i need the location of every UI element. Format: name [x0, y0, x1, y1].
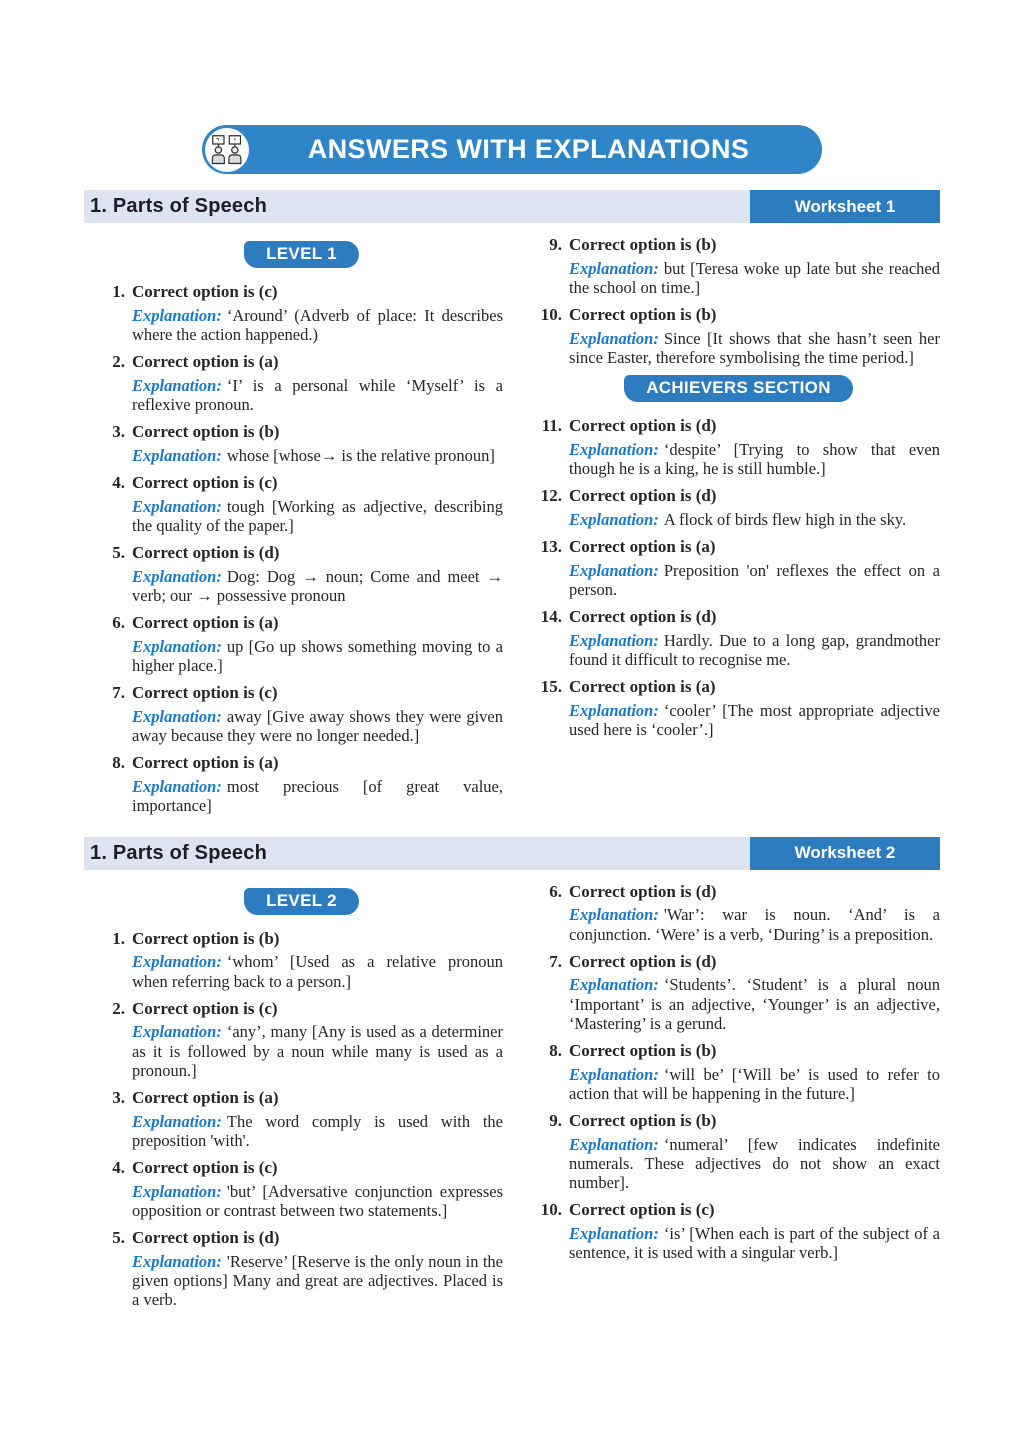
explanation-paragraph	[132, 567, 503, 605]
item-body	[569, 882, 940, 944]
item-body	[569, 486, 940, 529]
explanation-label: Explanation:	[569, 630, 659, 650]
explanation-label: Explanation:	[132, 305, 222, 325]
answers-header-title: ANSWERS WITH EXPLANATIONS	[307, 134, 750, 164]
answer-item	[537, 882, 940, 944]
answer-item	[537, 537, 940, 599]
explanation-paragraph	[569, 259, 940, 297]
item-number: 4.	[112, 1157, 125, 1177]
answer-item	[100, 1158, 503, 1220]
item-body	[132, 683, 503, 745]
item-number: 5.	[112, 542, 125, 562]
item-body	[569, 416, 940, 478]
explanation-text: ‘I’ is a personal while ‘Myself’ is a reflexive pronoun.	[132, 375, 503, 414]
answer-item	[100, 352, 503, 414]
correct-option-line: Correct option is (a)	[132, 752, 279, 772]
explanation-text: ‘Around’ (Adverb of place: It describes where the action happened.)	[132, 305, 503, 344]
explanation-paragraph	[569, 975, 940, 1032]
item-number: 3.	[112, 1087, 125, 1107]
correct-option-line: Correct option is (b)	[132, 421, 280, 441]
students-reading-icon	[205, 128, 249, 172]
explanation-paragraph	[569, 1135, 940, 1192]
explanation-paragraph	[569, 1065, 940, 1103]
correct-option-line: Correct option is (c)	[132, 472, 278, 492]
item-body	[132, 282, 503, 344]
explanation-label: Explanation:	[132, 636, 222, 656]
answer-item	[100, 929, 503, 991]
explanation-label: Explanation:	[569, 1134, 659, 1154]
explanation-text: 'Reserve’ [Reserve is the only noun in the given options] Many and great are adjectives. Placed is a verb.	[132, 1251, 503, 1309]
explanation-text: The word comply is used with the preposition 'with'.	[132, 1111, 503, 1150]
explanation-paragraph	[132, 446, 503, 465]
item-body	[132, 929, 503, 991]
item-number: 13.	[540, 536, 562, 556]
answer-item	[537, 486, 940, 529]
item-number: 15.	[540, 676, 562, 696]
correct-option-line: Correct option is (d)	[569, 881, 717, 901]
explanation-paragraph	[132, 1022, 503, 1079]
section-title: 1. Parts of Speech	[90, 841, 267, 864]
answer-item	[537, 607, 940, 669]
explanation-label: Explanation:	[569, 509, 659, 529]
explanation-paragraph	[569, 631, 940, 669]
right-column	[537, 882, 940, 1317]
explanation-label: Explanation:	[132, 445, 222, 465]
explanation-text: away [Give away shows they were given away because they were no longer needed.]	[132, 706, 503, 745]
level-badge: LEVEL 1	[244, 241, 359, 268]
item-number: 12.	[540, 485, 562, 505]
item-number: 10.	[540, 1199, 562, 1219]
correct-option-line: Correct option is (c)	[132, 282, 278, 301]
explanation-paragraph	[132, 376, 503, 414]
explanation-text: Dog: Dog → noun; Come and meet → verb; our → possessive pronoun	[132, 566, 503, 605]
explanation-label: Explanation:	[132, 706, 222, 726]
item-number: 1.	[112, 282, 125, 301]
answer-item	[100, 753, 503, 815]
item-number: 1.	[112, 928, 125, 948]
item-body	[132, 753, 503, 815]
correct-option-line: Correct option is (a)	[132, 1087, 279, 1107]
correct-option-line: Correct option is (a)	[132, 612, 279, 632]
item-body	[132, 613, 503, 675]
item-number: 9.	[549, 235, 562, 254]
correct-option-line: Correct option is (d)	[132, 1227, 280, 1247]
item-number: 11.	[541, 415, 562, 435]
level-badge: LEVEL 2	[244, 888, 359, 915]
explanation-label: Explanation:	[132, 496, 222, 516]
explanation-label: Explanation:	[569, 1223, 659, 1243]
explanation-label: Explanation:	[132, 1111, 222, 1131]
correct-option-line: Correct option is (d)	[132, 542, 280, 562]
explanation-text: tough [Working as adjective, describing the quality of the paper.]	[132, 496, 503, 535]
answer-item	[100, 999, 503, 1080]
explanation-text: ‘numeral’ [few indicates indefinite numerals. These adjectives do not show an exact number].	[569, 1134, 940, 1192]
item-number: 4.	[112, 472, 125, 492]
explanation-paragraph	[132, 1112, 503, 1150]
explanation-label: Explanation:	[132, 952, 222, 972]
badge-row	[537, 375, 940, 402]
answer-item	[537, 1041, 940, 1103]
explanation-paragraph	[132, 777, 503, 815]
level-badge: ACHIEVERS SECTION	[624, 375, 853, 402]
explanation-text: ‘any’, many [Any is used as a determiner as it is followed by a noun while many is used as a pronoun.]	[132, 1022, 503, 1080]
worksheet-section	[84, 190, 940, 823]
worksheet-section	[84, 837, 940, 1317]
item-number: 6.	[549, 881, 562, 901]
answer-item	[100, 1088, 503, 1150]
correct-option-line: Correct option is (d)	[569, 415, 717, 435]
item-body	[132, 999, 503, 1080]
explanation-paragraph	[132, 306, 503, 344]
students-reading-glyph	[209, 135, 245, 165]
correct-option-line: Correct option is (b)	[132, 928, 280, 948]
explanation-paragraph	[569, 329, 940, 367]
section-title: 1. Parts of Speech	[90, 195, 267, 217]
explanation-label: Explanation:	[132, 776, 222, 796]
explanation-text: ‘Students’. ‘Student’ is a plural noun ‘Important’ is an adjective, ‘Younger’ is an adjective, ‘Mastering’ is a gerund.	[569, 975, 940, 1033]
correct-option-line: Correct option is (d)	[569, 951, 717, 971]
item-number: 14.	[540, 606, 562, 626]
explanation-paragraph	[569, 905, 940, 943]
sections-host	[0, 190, 1024, 1317]
item-number: 10.	[540, 304, 562, 324]
left-column	[100, 882, 503, 1317]
correct-option-line: Correct option is (a)	[569, 536, 716, 556]
worksheet-tab: Worksheet 1	[750, 190, 940, 223]
item-number: 3.	[112, 421, 125, 441]
answer-item	[537, 305, 940, 367]
correct-option-line: Correct option is (c)	[132, 1157, 278, 1177]
explanation-paragraph	[132, 497, 503, 535]
item-number: 8.	[112, 752, 125, 772]
correct-option-line: Correct option is (c)	[132, 998, 278, 1018]
item-body	[132, 1158, 503, 1220]
explanation-text: up [Go up shows something moving to a higher place.]	[132, 636, 503, 675]
item-number: 6.	[112, 612, 125, 632]
explanation-paragraph	[132, 952, 503, 990]
item-number: 8.	[549, 1040, 562, 1060]
explanation-text: Hardly. Due to a long gap, grandmother found it difficult to recognise me.	[569, 630, 940, 669]
answer-item	[537, 235, 940, 297]
explanation-label: Explanation:	[132, 375, 222, 395]
explanation-paragraph	[132, 1252, 503, 1309]
item-body	[569, 1111, 940, 1192]
answer-item	[537, 416, 940, 478]
explanation-label: Explanation:	[569, 560, 659, 580]
answers-header-banner	[202, 125, 822, 174]
explanation-text: but [Teresa woke up late but she reached the school on time.]	[569, 258, 940, 297]
section-header-bar	[84, 837, 940, 870]
item-number: 2.	[112, 998, 125, 1018]
answer-item	[537, 1111, 940, 1192]
explanation-label: Explanation:	[569, 439, 659, 459]
correct-option-line: Correct option is (b)	[569, 1110, 717, 1130]
item-body	[132, 1088, 503, 1150]
explanation-paragraph	[132, 637, 503, 675]
item-body	[132, 543, 503, 605]
correct-option-line: Correct option is (d)	[569, 485, 717, 505]
explanation-label: Explanation:	[569, 700, 659, 720]
answer-item	[100, 422, 503, 465]
badge-row	[100, 241, 503, 268]
worksheet-tab: Worksheet 2	[750, 837, 940, 870]
item-body	[569, 235, 940, 297]
item-body	[569, 1200, 940, 1262]
explanation-label: Explanation:	[132, 1251, 222, 1271]
explanation-text: ‘whom’ [Used as a relative pronoun when referring back to a person.]	[132, 952, 503, 991]
correct-option-line: Correct option is (a)	[569, 676, 716, 696]
answer-columns	[84, 223, 940, 823]
explanation-text: whose [whose→ is the relative pronoun]	[226, 445, 495, 465]
explanation-paragraph	[569, 1224, 940, 1262]
explanation-paragraph	[132, 707, 503, 745]
item-body	[132, 473, 503, 535]
explanation-text: A flock of birds flew high in the sky.	[663, 509, 907, 529]
item-body	[132, 1228, 503, 1309]
item-body	[569, 952, 940, 1033]
badge-row	[100, 888, 503, 915]
answer-item	[100, 543, 503, 605]
answer-item	[100, 613, 503, 675]
explanation-text: ‘will be’ [‘Will be’ is used to refer to action that will be happening in the future.]	[569, 1064, 940, 1103]
answer-columns	[84, 870, 940, 1317]
item-body	[569, 1041, 940, 1103]
answer-item	[537, 1200, 940, 1262]
explanation-paragraph	[569, 440, 940, 478]
correct-option-line: Correct option is (b)	[569, 304, 717, 324]
answer-item	[537, 677, 940, 739]
item-body	[132, 352, 503, 414]
explanation-text: Preposition 'on' reflexes the effect on a person.	[569, 560, 940, 599]
item-number: 7.	[112, 682, 125, 702]
explanation-paragraph	[569, 701, 940, 739]
item-number: 9.	[549, 1110, 562, 1130]
explanation-text: most precious [of great value, importance]	[132, 776, 503, 815]
item-body	[569, 607, 940, 669]
explanation-paragraph	[569, 561, 940, 599]
explanation-label: Explanation:	[569, 258, 659, 278]
item-number: 7.	[549, 951, 562, 971]
explanation-paragraph	[569, 510, 940, 529]
item-number: 2.	[112, 351, 125, 371]
item-body	[569, 537, 940, 599]
item-body	[569, 677, 940, 739]
explanation-text: ‘is’ [When each is part of the subject of a sentence, it is used with a singular verb.]	[569, 1223, 940, 1262]
item-number: 5.	[112, 1227, 125, 1247]
explanation-label: Explanation:	[132, 1022, 222, 1042]
correct-option-line: Correct option is (d)	[569, 606, 717, 626]
explanation-text: ‘despite’ [Trying to show that even though he is a king, he is still humble.]	[569, 439, 940, 478]
explanation-label: Explanation:	[569, 1064, 659, 1084]
correct-option-line: Correct option is (b)	[569, 1040, 717, 1060]
explanation-label: Explanation:	[569, 975, 659, 995]
item-body	[132, 422, 503, 465]
left-column	[100, 235, 503, 823]
answer-item	[100, 1228, 503, 1309]
answer-item	[100, 683, 503, 745]
right-column	[537, 235, 940, 823]
explanation-text: 'but’ [Adversative conjunction expresses opposition or contrast between two statements.]	[132, 1181, 503, 1220]
explanation-label: Explanation:	[569, 905, 659, 925]
answer-item	[100, 473, 503, 535]
answer-item	[537, 952, 940, 1033]
explanation-text: 'War’: war is noun. ‘And’ is a conjunction. ‘Were’ is a verb, ‘During’ is a preposition.	[569, 905, 940, 944]
explanation-text: ‘cooler’ [The most appropriate adjective used here is ‘cooler’.]	[569, 700, 940, 739]
correct-option-line: Correct option is (a)	[132, 351, 279, 371]
section-header-bar	[84, 190, 940, 223]
correct-option-line: Correct option is (c)	[132, 682, 278, 702]
item-body	[569, 305, 940, 367]
explanation-label: Explanation:	[132, 566, 222, 586]
explanation-label: Explanation:	[132, 1181, 222, 1201]
correct-option-line: Correct option is (c)	[569, 1199, 715, 1219]
explanation-label: Explanation:	[569, 328, 659, 348]
explanation-paragraph	[132, 1182, 503, 1220]
answer-item	[100, 282, 503, 344]
correct-option-line: Correct option is (b)	[569, 235, 717, 254]
explanation-text: Since [It shows that she hasn’t seen her since Easter, therefore symbolising the time period.]	[569, 328, 940, 367]
